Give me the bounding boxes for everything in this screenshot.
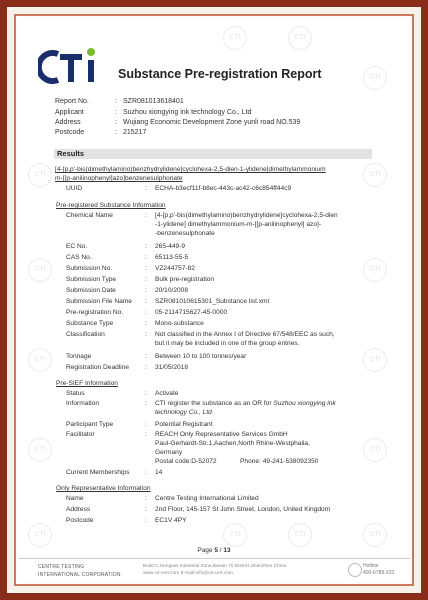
colon: : — [145, 517, 147, 524]
chemical-name-line: [4-[p,p'-bis(dimethylamino)benzhydrylidene]cyclohexa-2,5-dien — [155, 212, 338, 219]
page-prefix: Page — [197, 547, 215, 554]
uuid-label: UUID — [66, 185, 83, 192]
field-label: Submission File Name — [66, 298, 132, 305]
cti-logo — [38, 46, 100, 86]
footer-divider — [18, 558, 410, 559]
watermark-seal: CTI — [363, 258, 387, 282]
watermark-seal: CTI — [28, 438, 52, 462]
header-key: Applicant — [55, 109, 84, 116]
colon: : — [145, 298, 147, 305]
colon: : — [145, 364, 147, 371]
report-page — [18, 18, 410, 582]
facilitator-label: Facilitator — [66, 431, 95, 438]
page-total: 13 — [223, 547, 231, 554]
field-value: 65113-55-5 — [155, 254, 189, 261]
field-value: SZR081010615301_Substance list.xml — [155, 298, 269, 305]
participant-value: Potential Registrant — [155, 421, 213, 428]
field-label: Submission Date — [66, 287, 116, 294]
footer-company-line: CENTRE TESTING — [38, 564, 85, 570]
watermark-seal: CTI — [363, 523, 387, 547]
footer-hotline — [363, 563, 394, 577]
watermark-seal: CTI — [288, 523, 312, 547]
header-value: SZR081013618401 — [123, 98, 184, 105]
hotline-number: 400-6788-333 — [363, 570, 395, 576]
colon: : — [145, 400, 147, 407]
colon: : — [115, 109, 117, 116]
header-value: Wujiang Economic Development Zone yunli road NO.539 — [123, 119, 301, 126]
field-value: 20/10/2008 — [155, 287, 189, 294]
watermark-seal: CTI — [363, 163, 387, 187]
chemical-name-label: Chemical Name — [66, 212, 113, 219]
footer-contact-line: www.cti-cert.com E-mail:info@cti-cert.com — [143, 571, 233, 576]
footer-company-line: INTERNATIONAL CORPORATION — [38, 572, 121, 578]
tonnage-label: Tonnage — [66, 353, 92, 360]
header-key: Address — [55, 119, 81, 126]
substance-name-line: m-[[p-anilinophenyl]azo]benzenesulphonate — [55, 175, 183, 182]
colon: : — [145, 309, 147, 316]
information-text: CTI register the substance as an OR for — [155, 400, 274, 407]
field-label: CAS No. — [66, 254, 92, 261]
watermark-seal: CTI — [288, 26, 312, 50]
field-value: Mono-substance — [155, 320, 204, 327]
field-label: Submission No. — [66, 265, 113, 272]
header-key: Postcode — [55, 129, 85, 136]
colon: : — [145, 320, 147, 327]
colon: : — [145, 331, 147, 338]
colon: : — [145, 421, 147, 428]
footer-address-line: Build C,Hongwei Industrial Zone,Baoan 70 District,Shenzhen China — [143, 564, 287, 569]
colon: : — [145, 353, 147, 360]
colon: : — [145, 243, 147, 250]
page-current: 5 — [214, 547, 218, 554]
watermark-seal: CTI — [28, 258, 52, 282]
field-label: Pre-registration No. — [66, 309, 124, 316]
section-heading-sief: Pre-SIEF Information — [56, 380, 118, 387]
hotline-icon — [348, 563, 362, 577]
uuid-value: ECHA-b3ecf11f-b8ec-443c-ac42-c6c854ff44c9 — [155, 185, 292, 192]
page-number — [18, 547, 410, 554]
colon: : — [115, 119, 117, 126]
postcode-value: EC1V 4PY — [155, 517, 187, 524]
watermark-seal: CTI — [363, 438, 387, 462]
colon: : — [145, 469, 147, 476]
deadline-value: 31/05/2018 — [155, 364, 189, 371]
colon: : — [145, 390, 147, 397]
watermark-seal: CTI — [363, 348, 387, 372]
facilitator-line: Germany — [155, 449, 183, 456]
colon: : — [145, 287, 147, 294]
facilitator-phone: Phone: 49-241-538092350 — [240, 458, 319, 465]
name-label: Name — [66, 495, 84, 502]
classification-line: Not classified in the Annex I of Directive 67/548/EEC as such, — [155, 331, 335, 338]
address-label: Address — [66, 506, 91, 513]
tonnage-value: Between 10 to 100 tonnes/year — [155, 353, 247, 360]
colon: : — [145, 254, 147, 261]
postcode-label: Postcode — [66, 517, 94, 524]
colon: : — [145, 185, 147, 192]
information-line — [155, 400, 336, 409]
footer-address — [143, 563, 286, 577]
information-company: Suzhou xiongying ink — [273, 400, 336, 407]
colon: : — [145, 265, 147, 272]
watermark-seal: CTI — [28, 523, 52, 547]
facilitator-line: Paul-Gerhardt-Str.1,Aachen,North Rhine-Westphalia, — [155, 440, 310, 447]
memberships-value: 14 — [155, 469, 163, 476]
field-label: Submission Type — [66, 276, 117, 283]
colon: : — [115, 129, 117, 136]
colon: : — [145, 276, 147, 283]
address-value: 2nd Floor, 145-157 St John Street, London, United Kingdom — [155, 506, 331, 513]
field-value: 05-2114715627-45-0000 — [155, 309, 228, 316]
watermark-seal: CTI — [223, 26, 247, 50]
field-value: VZ244757-82 — [155, 265, 195, 272]
information-label: Information — [66, 400, 99, 407]
field-label: Substance Type — [66, 320, 114, 327]
section-heading-only-rep: Only Representative Information — [56, 485, 151, 492]
section-heading-prereg: Pre-registered Substance Information — [56, 202, 166, 209]
chemical-name-line: -1-ylidene] dimethylammonium-m-[[p-anilinophenyl] azo]- — [155, 221, 322, 228]
header-value: Suzhou xiongying ink technology Co., Ltd — [123, 109, 252, 116]
field-value: Bulk pre-registration — [155, 276, 215, 283]
colon: : — [145, 212, 147, 219]
watermark-seal: CTI — [223, 523, 247, 547]
name-value: Centre Testing International Limited — [155, 495, 259, 502]
field-value: 265-449-9 — [155, 243, 186, 250]
deadline-label: Registration Deadline — [66, 364, 130, 371]
status-value: Activate — [155, 390, 179, 397]
watermark-seal: CTI — [363, 66, 387, 90]
results-heading: Results — [57, 149, 85, 158]
header-key: Report No. — [55, 98, 89, 105]
status-label: Status — [66, 390, 85, 397]
watermark-seal: CTI — [28, 348, 52, 372]
participant-label: Participant Type — [66, 421, 114, 428]
report-title: Substance Pre-registration Report — [118, 67, 322, 81]
footer-company — [38, 563, 121, 579]
classification-line: but it may be included in one of the group entries. — [155, 340, 300, 347]
header-value: 215217 — [123, 129, 147, 136]
chemical-name-line: -benzenesulphonate — [155, 230, 215, 237]
results-heading-bar — [54, 149, 372, 159]
facilitator-postal: Postal code:D-52072 — [155, 458, 217, 465]
field-label: EC No. — [66, 243, 88, 250]
classification-label: Classification — [66, 331, 105, 338]
facilitator-line: REACH Only Representative Services GmbH — [155, 431, 288, 438]
colon: : — [145, 495, 147, 502]
colon: : — [145, 431, 147, 438]
colon: : — [115, 98, 117, 105]
hotline-label: Hotline — [363, 563, 379, 569]
memberships-label: Current Memberships — [66, 469, 130, 476]
information-company-cont: technology Co., Ltd — [155, 409, 212, 416]
page-separator: / — [217, 547, 224, 554]
watermark-seal: CTI — [28, 163, 52, 187]
colon: : — [145, 506, 147, 513]
substance-name-line: [4-[p,p'-bis(dimethylamino)benzhydrylidene]cyclohexa-2,5-dien-1-ylidene]dimethylammonium — [55, 166, 326, 173]
